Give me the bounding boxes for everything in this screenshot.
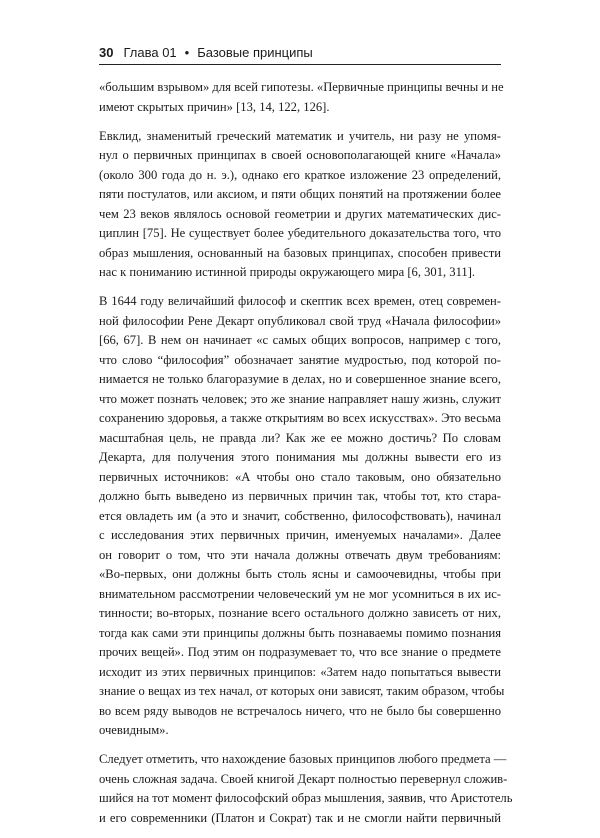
text-line: Следует отметить, что нахождение базовых принципов любого предмета —: [99, 752, 507, 766]
text-line: очевидным».: [99, 723, 169, 737]
text-line: знание о вещах из тех начал, от которых они зависят, таким образом, чтобы: [99, 684, 505, 698]
text-line: Евклид, знаменитый греческий математик и учитель, ни разу не упомя-: [99, 128, 501, 143]
text-line: чем 23 веков являлось основой геометрии и других математических дис-: [99, 206, 501, 221]
text-line: должно быть выведено из первичных причин так, чтобы тот, кто стара-: [99, 489, 501, 503]
text-line: нас к пониманию истинной природы окружающего мира [6, 301, 311].: [99, 265, 476, 279]
text-line: что может познать человек; это же знание направляет нашу жизнь, служит: [99, 391, 501, 406]
text-line: тогда как сами эти принципы должны быть познаваемы помимо познания: [99, 625, 501, 640]
text-line: во всем ряду выводов не встречалось ничего, что не было бы совершенно: [99, 703, 501, 718]
text-line: ной философии Рене Декарт опубликовал свой труд «Начала философии»: [99, 313, 501, 328]
text-line: образ мышления, основанный на базовых принципах, способен привести: [99, 245, 501, 260]
text-line: [66, 67]. В нем он начинает «с самых общих вопросов, например с того,: [99, 333, 501, 347]
text-line: тинности; во-вторых, познание всего остального должно зависеть от них,: [99, 606, 501, 620]
text-line: пяти постулатов, или аксиом, и пяти общих понятий на протяжении более: [99, 187, 501, 201]
body-paragraph: [99, 127, 501, 283]
body-paragraph: [99, 292, 505, 741]
text-line: шийся на тот момент философский образ мышления, заявив, что Аристотель: [99, 791, 513, 805]
text-line: он говорит о том, что эти начала должны отвечать двум требованиям:: [99, 547, 501, 562]
text-line: «Во-первых, они должны быть столь ясны и самоочевидны, чтобы при: [99, 567, 501, 581]
text-line: (около 300 года до н. э.), однако его краткое изложение 23 определений,: [99, 167, 501, 182]
text-line: что слово “философия” обозначает занятие мудростью, под которой по-: [99, 352, 501, 367]
body-paragraph: [99, 78, 504, 117]
text-line: В 1644 году величайший философ и скептик всех времен, отец современ-: [99, 294, 501, 308]
text-line: очень сложная задача. Своей книгой Декарт полностью перевернул сложив-: [99, 771, 508, 786]
text-line: циплин [75]. Не существует более убедительного доказательства того, что: [99, 226, 501, 240]
text-line: и его современники (Платон и Сократ) так и не смогли найти первичный: [99, 810, 501, 825]
text-line: прочих вещей». Под этим он подразумевает то, что все знание о предмете: [99, 645, 501, 659]
text-line: «большим взрывом» для всей гипотезы. «Первичные принципы вечны и не: [99, 80, 504, 94]
text-line: масштабная цель, не правда ли? Как же ее можно достичь? По словам: [99, 430, 501, 445]
text-line: первичных источников: «А чтобы оно стало таковым, оно обязательно: [99, 469, 501, 484]
text-line: внимательном рассмотрении человеческий ум не мог усомниться в их ис-: [99, 586, 501, 601]
text-line: имеют скрытых причин» [13, 14, 122, 126].: [99, 99, 330, 114]
chapter-label: Глава 01: [123, 45, 177, 60]
text-line: сохранению здоровья, а также открытиям во всех искусствах». Это весьма: [99, 411, 501, 425]
text-line: нимается не только благоразумие в делах, но и совершенное знание всего,: [99, 372, 501, 386]
running-header: [99, 45, 501, 61]
text-line: ется овладеть им (а это и значит, собственно, философствовать), начинал: [99, 508, 501, 523]
text-line: исходит из этих первичных принципов: «Затем надо попытаться вывести: [99, 664, 501, 679]
section-title: Базовые принципы: [197, 45, 313, 60]
page-number: 30: [99, 45, 114, 60]
body-paragraph: [99, 750, 513, 828]
header-rule: [99, 64, 501, 65]
page-body: [99, 78, 513, 838]
text-line: с исследования этих первичных причин, именуемых началами». Далее: [99, 528, 501, 542]
text-line: Декарта, для получения этого понимания мы должны вывести его из: [99, 450, 501, 464]
header-bullet: •: [184, 45, 190, 60]
text-line: нул о первичных принципах в своей основополагающей книге «Начала»: [99, 148, 501, 162]
